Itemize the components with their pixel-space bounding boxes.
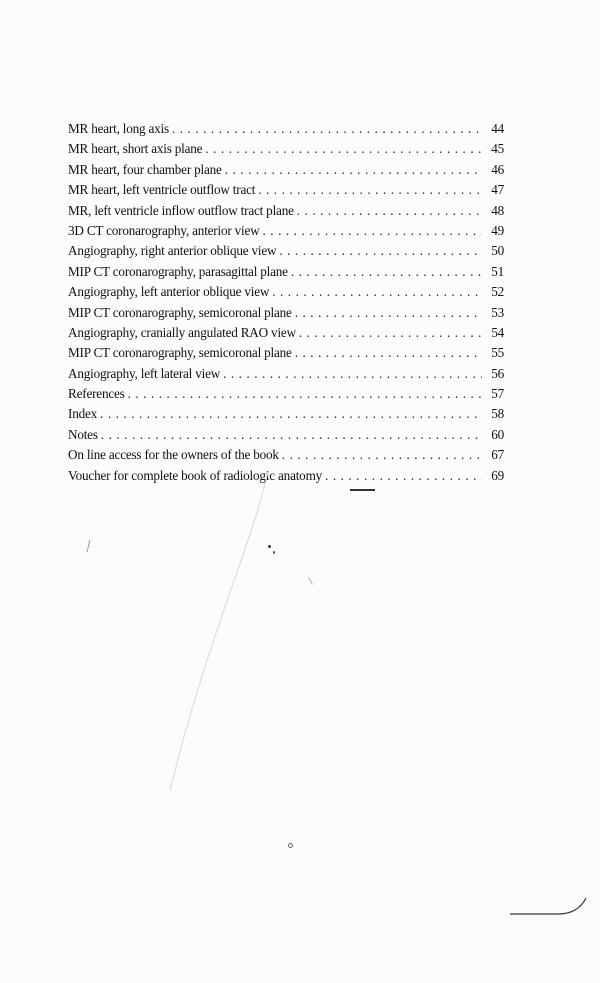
toc-dot-leader: [282, 445, 482, 465]
toc-entry: [68, 241, 504, 261]
toc-entry-page: 67: [491, 447, 504, 463]
toc-dot-leader: [291, 262, 482, 282]
toc-entry: [68, 323, 504, 343]
toc-entry-page: 69: [491, 467, 504, 483]
scan-speck: [288, 843, 293, 848]
toc-entry: [68, 282, 504, 302]
toc-entry-title: MIP CT coronarography, semicoronal plane: [68, 304, 292, 320]
toc-entry: [68, 201, 504, 221]
toc-entry: [68, 466, 504, 486]
toc-dot-leader: [258, 180, 482, 200]
page-crease-mark: [150, 470, 270, 800]
toc-entry: [68, 180, 504, 200]
toc-dot-leader: [101, 425, 482, 445]
toc-entry-title: MR heart, long axis: [68, 121, 169, 136]
toc-entry-page: 57: [491, 386, 504, 402]
toc-entry-title: Angiography, left lateral view: [68, 365, 221, 381]
toc-entry-page: 55: [491, 345, 504, 361]
toc-entry-page: 49: [491, 222, 504, 238]
toc-dot-leader: [100, 404, 482, 424]
toc-dot-leader: [128, 384, 482, 404]
toc-entry: [68, 262, 504, 282]
toc-entry-page: 53: [491, 304, 504, 320]
toc-dot-leader: [262, 221, 482, 241]
toc-entry: [68, 445, 504, 465]
toc-entry: [68, 303, 504, 323]
toc-dot-leader: [272, 282, 482, 302]
toc-entry-page: 48: [491, 202, 504, 218]
toc-entry: [68, 160, 504, 180]
toc-entry-page: 46: [491, 161, 504, 177]
toc-entry: [68, 139, 504, 159]
toc-dot-leader: [225, 160, 482, 180]
toc-entry-title: MR heart, left ventricle outflow tract: [68, 182, 256, 198]
toc-entry-title: Index: [68, 406, 98, 422]
toc-dot-leader: [295, 303, 482, 323]
toc-entry-page: 44: [491, 121, 504, 136]
toc-entry-page: 51: [491, 263, 504, 279]
toc-entry-title: 3D CT coronarography, anterior view: [68, 222, 260, 238]
toc-entry-title: MR, left ventricle inflow outflow tract plane: [68, 202, 294, 218]
toc-entry-title: MIP CT coronarography, parasagittal plane: [68, 263, 288, 279]
toc-entry-page: 50: [491, 243, 504, 259]
toc-entry: [68, 221, 504, 241]
scan-speck: [308, 577, 313, 584]
toc-entry: [68, 425, 504, 445]
toc-entry-page: 60: [491, 426, 504, 442]
toc-dot-leader: [299, 323, 482, 343]
toc-entry-title: Angiography, right anterior oblique view: [68, 243, 277, 259]
scan-speck: [273, 551, 275, 554]
toc-entry-page: 45: [491, 141, 504, 157]
scan-dash-mark: [350, 489, 375, 491]
toc-entry-title: References: [68, 386, 125, 402]
toc-dot-leader: [325, 466, 482, 486]
toc-dot-leader: [279, 241, 482, 261]
toc-entry-title: MR heart, four chamber plane: [68, 161, 222, 177]
toc-entry-page: 47: [491, 182, 504, 198]
toc-entry-title: On line access for the owners of the book: [68, 447, 279, 463]
toc-entry-title: Notes: [68, 426, 98, 442]
toc-dot-leader: [205, 139, 482, 159]
table-of-contents: [68, 119, 504, 486]
toc-entry-title: MR heart, short axis plane: [68, 141, 203, 157]
toc-entry: [68, 404, 504, 424]
corner-curve-mark: [508, 896, 588, 916]
toc-entry-page: 52: [491, 284, 504, 300]
toc-entry-page: 56: [491, 365, 504, 381]
toc-entry-title: Angiography, cranially angulated RAO view: [68, 324, 296, 340]
toc-entry: [68, 384, 504, 404]
toc-dot-leader: [172, 119, 482, 139]
toc-entry-title: Voucher for complete book of radiologic anatomy: [68, 467, 323, 483]
toc-entry-page: 58: [491, 406, 504, 422]
toc-entry-page: 54: [491, 324, 504, 340]
toc-dot-leader: [295, 343, 482, 363]
toc-entry: [68, 364, 504, 384]
toc-entry: [68, 119, 504, 139]
toc-entry-title: Angiography, left anterior oblique view: [68, 284, 270, 300]
scan-speck: [87, 540, 91, 552]
toc-dot-leader: [223, 364, 482, 384]
toc-entry: [68, 343, 504, 363]
toc-dot-leader: [297, 201, 482, 221]
toc-entry-title: MIP CT coronarography, semicoronal plane: [68, 345, 292, 361]
